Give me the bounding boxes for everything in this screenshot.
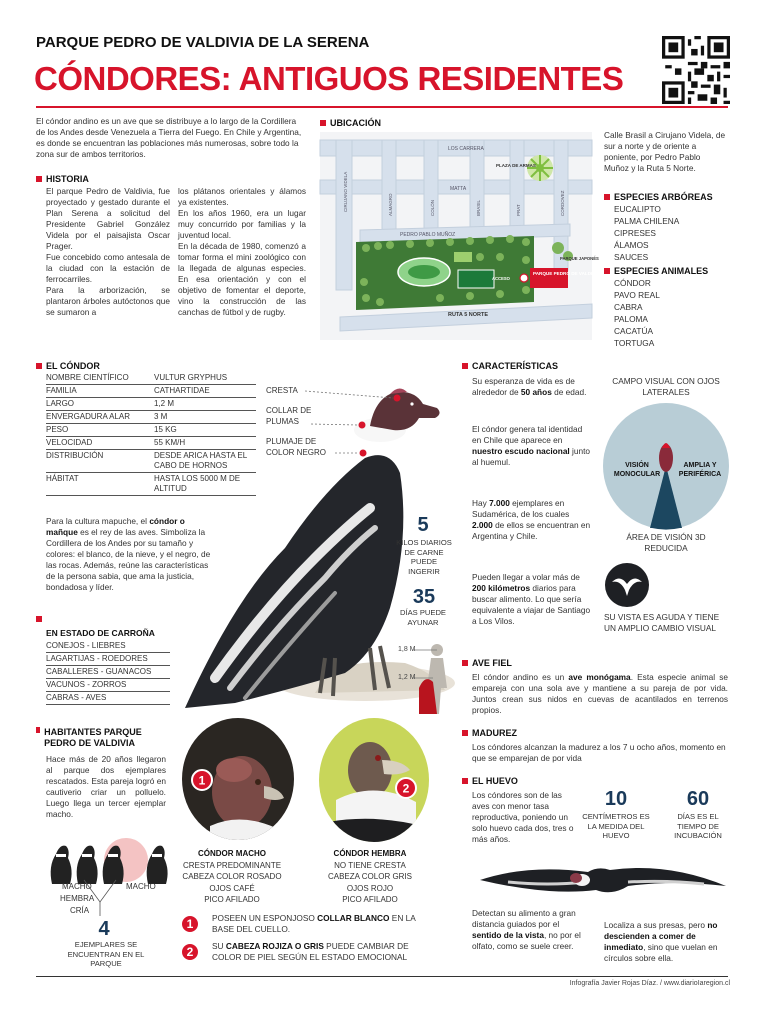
street-pedro-pablo-munoz: PEDRO PABLO MUÑOZ: [400, 232, 456, 238]
height-1: 1,8 M: [398, 646, 416, 653]
especies-animales-heading: ESPECIES ANIMALES: [604, 266, 708, 276]
street-matta: MATTA: [450, 186, 467, 192]
list-item: CRESTA PREDOMINANTE: [182, 860, 282, 870]
condor-hembra-photo: [318, 716, 430, 844]
parque-japones-label: PARQUE JAPONÉS: [560, 256, 599, 261]
vision-area3d: ÁREA DE VISIÓN 3D REDUCIDA: [626, 532, 706, 553]
el-condor-heading: EL CÓNDOR: [36, 361, 100, 371]
especies-animales-list: [614, 277, 660, 349]
ubicacion-heading: UBICACIÓN: [320, 118, 381, 128]
list-item: PALOMA: [614, 314, 648, 324]
ubicacion-description: Calle Brasil a Cirujano Videla, de sur a norte y de oriente a poniente, por Pedro Pablo Muñoz y la Ruta 5 Norte.: [604, 130, 726, 173]
list-item: CABEZA COLOR ROSADO: [182, 872, 282, 881]
list-item: NO TIENE CRESTA: [334, 860, 406, 870]
street-brasil: BRASIL: [476, 199, 481, 216]
historia-col1: El parque Pedro de Valdivia, fue proyectado y gestado durante el Plan Serena a solicitud del Presidente Gabriel González Videla por el paisajista Oscar Prager. Fue concebido como antesala de la ciudad con la estación de ferrocarriles. Para la arborización, se plantaron árboles autóctonos que se sumaron a: [46, 186, 170, 317]
caract-p2: El cóndor genera tal identidad en Chile que aparece en nuestro escudo nacional junto al huemul.: [472, 424, 591, 467]
page-title: CÓNDORES: ANTIGUOS RESIDENTES: [34, 60, 624, 97]
table-row: VELOCIDAD 55 KM/H: [46, 437, 256, 450]
label-cresta: CRESTA: [266, 386, 298, 395]
list-item: OJOS CAFÉ: [209, 883, 255, 893]
macho-info: [180, 848, 284, 906]
dias-number: 35: [412, 586, 436, 608]
ejemplares-text: EJEMPLARES SE ENCUENTRAN EN EL PARQUE: [67, 940, 145, 968]
list-item: LAGARTIJAS - ROEDORES: [46, 653, 170, 666]
table-row: ENVERGADURA ALAR 3 M: [46, 411, 256, 424]
kilos-number: 5: [417, 514, 429, 536]
intro-text: El cóndor andino es un ave que se distribuye a lo largo de la Cordillera de los Andes desde Venezuela a Tierra del Fuego. En Chile y Argentina, es donde se encuentran las poblaciones más numerosas, sobre todo la zona sur de ambos territorios.: [36, 116, 302, 159]
label-macho-1: MACHO: [62, 882, 92, 891]
dieta-subheading: EN ESTADO DE CARROÑA: [46, 628, 155, 638]
habitantes-text: Hace más de 20 años llegaron al parque dos ejemplares rescatados. Esta pareja logró en cautiverio criar un polluelo. Luego llega un tercer ejemplar macho.: [46, 754, 166, 819]
qr-code-icon[interactable]: [662, 36, 730, 104]
label-plumaje: PLUMAJE DE COLOR NEGRO: [266, 437, 327, 457]
table-row: PESO 15 KG: [46, 424, 256, 437]
street-los-carrera: LOS CARRERA: [448, 146, 484, 152]
badge-2-hembra: 2: [402, 781, 410, 796]
hembra-title: CÓNDOR HEMBRA: [333, 849, 407, 858]
list-item: CABRA: [614, 302, 643, 312]
location-map: [320, 132, 600, 340]
table-row: NOMBRE CIENTÍFICO VULTUR GRYPHUS: [46, 372, 256, 385]
list-item: CACATÚA: [614, 326, 654, 336]
list-item: CONEJOS - LIEBRES: [46, 640, 170, 653]
plaza-label: PLAZA DE ARMAS: [496, 163, 536, 168]
list-item: PAVO REAL: [614, 290, 660, 300]
street-cordovez: CORDOVEZ: [560, 190, 565, 216]
credit: Infografía Javier Rojas Díaz. / www.diarioIaregion.cl: [569, 980, 730, 987]
list-item: CABRAS - AVES: [46, 692, 170, 705]
label-hembra: HEMBRA: [60, 894, 95, 903]
caracteristicas-heading: CARACTERÍSTICAS: [462, 361, 558, 371]
street-colon: COLÓN: [430, 199, 435, 216]
label-collar: COLLAR DE PLUMAS: [266, 406, 312, 426]
supertitle: PARQUE PEDRO DE VALDIVIA DE LA SERENA: [36, 34, 370, 51]
table-row: FAMILIA CATHARTIDAE: [46, 385, 256, 398]
list-item: CABALLERES - GUANACOS: [46, 666, 170, 679]
plaza-de-armas-icon: [527, 155, 553, 181]
list-item: PICO AFILADO: [342, 895, 398, 904]
note-2-badge: 2: [180, 942, 200, 962]
madurez-text: Los cóndores alcanzan la madurez a los 7 u ocho años, momento en que se emparejan de por vida: [472, 742, 726, 763]
acceso-label: ACCESO: [492, 276, 510, 281]
ejemplares-number: 4: [98, 918, 110, 940]
madurez-heading: MADUREZ: [462, 728, 517, 738]
list-item: CIPRESES: [614, 228, 656, 238]
height-2: 1,2 M: [398, 674, 416, 681]
huevo-text: Los cóndores son de las aves con menor tasa reproductiva, poniendo un solo huevo cada dos, tres o más años.: [472, 790, 574, 844]
list-item: CÓNDOR: [614, 278, 651, 288]
red-rule: [36, 106, 728, 108]
vision-title: CAMPO VISUAL CON OJOS LATERALES: [612, 376, 720, 397]
condor-flying-illustration: [478, 856, 728, 904]
park-area: [356, 235, 534, 310]
list-item: EUCALIPTO: [614, 204, 661, 214]
note-2-text: SU CABEZA ROJIZA O GRIS PUEDE CAMBIAR DE COLOR DE PIEL SEGÚN EL ESTADO EMOCIONAL: [212, 941, 409, 962]
park-label: PARQUE PEDRO DE VALDIVIA: [533, 271, 600, 276]
table-row: HÁBITAT HASTA LOS 5000 M DE ALTITUD: [46, 473, 256, 496]
huevo-text-2: DÍAS ES EL TIEMPO DE INCUBACIÓN: [674, 812, 722, 840]
mapuche-text: Para la cultura mapuche, el cóndor o mañque es el rey de las aves. Simboliza la Cordillera de los Andes por su tamaño y colores: el blanco, de la nieve, y el negro, de las rocas. Además, reúne las características de la persona sabia, que ama la justicia, bondadosa y líder.: [46, 516, 211, 592]
historia-heading: HISTORIA: [36, 174, 89, 184]
historia-col2: los plátanos orientales y álamos ya existentes. En los años 1960, era un lugar muy concurrido por familias y la juventud local. En la década de 1980, comenzó a tomar forma el mini zoológico con la llegada de algunas especies. En esa orientación y con el objetivo de fomentar el deporte, vino la construcción de las canchas de fútbol y de rugby.: [178, 186, 306, 317]
note-1-text: POSEEN UN ESPONJOSO COLLAR BLANCO EN LA BASE DEL CUELLO.: [212, 913, 416, 934]
list-item: SAUCES: [614, 252, 649, 262]
list-item: CABEZA COLOR GRIS: [327, 872, 413, 881]
especies-arboreas-list: [614, 203, 679, 263]
vision-amplia: AMPLIA Y PERIFÉRICA: [678, 462, 722, 478]
list-item: PICO AFILADO: [204, 895, 260, 904]
bottom-left-text: Detectan su alimento a gran distancia guiados por el sentido de la vista, no por el olfato, como se suele creer.: [472, 908, 581, 951]
dieta-list: [46, 640, 170, 705]
list-item: PALMA CHILENA: [614, 216, 680, 226]
footer-rule: [36, 976, 728, 977]
especies-arboreas-heading: ESPECIES ARBÓREAS: [604, 192, 713, 202]
acceso-pin-icon: [520, 274, 528, 282]
ave-fiel-heading: AVE FIEL: [462, 658, 512, 668]
badge-1-macho: 1: [198, 773, 206, 788]
list-item: TORTUGA: [614, 338, 655, 348]
street-cirujano-videla: CIRUJANO VIDELA: [343, 171, 348, 212]
condor-flying-icon: [604, 562, 650, 608]
list-item: VACUNOS - ZORROS: [46, 679, 170, 692]
label-macho-2: MACHO: [126, 882, 156, 891]
family-connectors: [60, 880, 140, 920]
caract-p4: Pueden llegar a volar más de 200 kilómetros diarios para buscar alimento. Lo que sería equivalente a viajar de Santiago a Los Vilos.: [472, 572, 591, 626]
dias-text: DÍAS PUEDE AYUNAR: [400, 608, 446, 627]
huevo-number-2: 60: [686, 788, 710, 810]
street-almagro: ALMAGRO: [388, 193, 393, 216]
macho-title: CÓNDOR MACHO: [198, 849, 266, 858]
caract-p1: Su esperanza de vida es de alrededor de 50 años de edad.: [472, 376, 587, 397]
street-prat: PRAT: [516, 204, 521, 216]
vision-monocular: VISIÓN MONOCULAR: [613, 462, 661, 478]
note-1-badge: 1: [180, 914, 200, 934]
label-cria: CRÍA: [70, 906, 90, 915]
huevo-text-1: CENTÍMETROS ES LA MEDIDA DEL HUEVO: [582, 812, 650, 840]
dieta-heading: [36, 616, 46, 622]
bottom-right-text: Localiza a sus presas, pero no descienden a comer de inmediato, sino que vuelan en círculos sobre ella.: [604, 920, 718, 963]
list-item: ÁLAMOS: [614, 240, 649, 250]
ave-fiel-text: El cóndor andino es un ave monógama. Esta especie animal se empareja con una sola ave y mantiene a su pareja de por vida. Juntos crean sus nidos en cuevas de acantilados en terrenos propios.: [472, 672, 729, 715]
table-row: LARGO 1,2 M: [46, 398, 256, 411]
vision-aguda: SU VISTA ES AGUDA Y TIENE UN AMPLIO CAMBIO VISUAL: [604, 612, 720, 633]
condor-macho-photo: [180, 716, 296, 842]
caract-p3: Hay 7.000 ejemplares en Sudamérica, de los cuales 2.000 de ellos se encuentran en Argentina y Chile.: [472, 498, 591, 541]
hembra-info: [318, 848, 422, 906]
huevo-number-1: 10: [604, 788, 628, 810]
huevo-heading: EL HUEVO: [462, 776, 518, 786]
habitantes-heading: HABITANTES PARQUE PEDRO DE VALDIVIA: [36, 727, 176, 749]
list-item: OJOS ROJO: [346, 883, 394, 893]
table-row: DISTRIBUCIÓN DESDE ARICA HASTA EL CABO DE HORNOS: [46, 450, 256, 473]
kilos-text: KILOS DIARIOS DE CARNE PUEDE INGERIR: [396, 538, 452, 576]
street-ruta5: RUTA 5 NORTE: [448, 312, 489, 318]
